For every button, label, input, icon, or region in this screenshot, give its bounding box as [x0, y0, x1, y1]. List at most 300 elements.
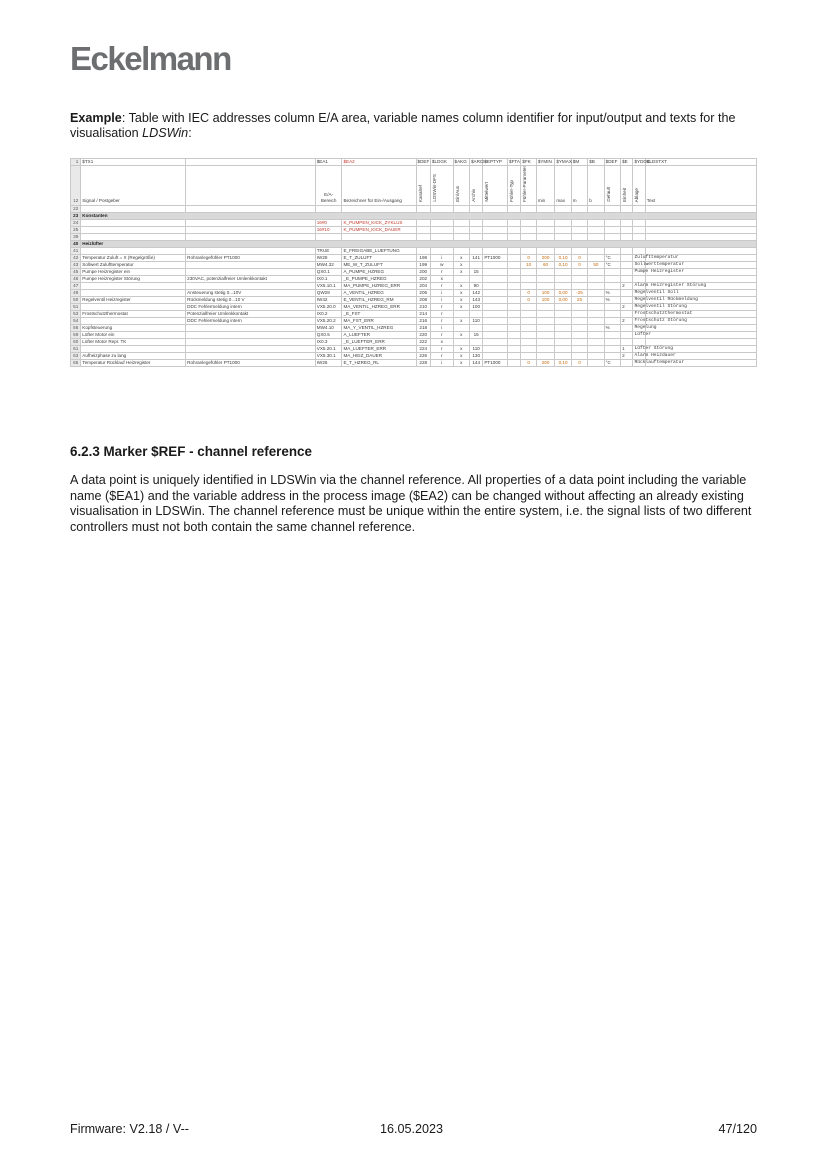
table-cell: [470, 262, 483, 269]
table-cell: Lüfter: [634, 332, 651, 337]
table-cell: _E_LUEFTER_ERR: [342, 339, 416, 346]
header-title-cell: [453, 166, 469, 206]
row-number: 54: [71, 318, 81, 325]
table-cell: 222: [416, 339, 430, 346]
header-row-markers: [71, 159, 757, 166]
row-number: 43: [71, 262, 81, 269]
table-cell: [588, 353, 604, 360]
table-cell: [416, 220, 430, 227]
header-marker-cell: $LDSTXT: [645, 159, 756, 166]
table-cell: [588, 339, 604, 346]
table-cell: [508, 332, 521, 339]
table-cell: [186, 283, 316, 290]
table-cell: [521, 332, 536, 339]
empty-cell: [633, 234, 645, 241]
table-cell: [588, 297, 604, 304]
table-cell: [588, 248, 604, 255]
table-cell: [555, 332, 571, 339]
table-cell: x: [453, 297, 469, 304]
table-cell: 50: [588, 262, 604, 269]
empty-cell: [186, 206, 316, 213]
table-cell: [555, 339, 571, 346]
empty-cell: [645, 234, 756, 241]
table-cell: [536, 353, 555, 360]
empty-cell: [186, 234, 316, 241]
section-row: [71, 213, 757, 220]
table-cell: [604, 332, 620, 339]
table-cell: [571, 227, 587, 234]
table-cell: [536, 283, 555, 290]
table-cell: °C: [604, 255, 620, 262]
table-cell: 0,10: [555, 360, 571, 367]
table-cell: [483, 290, 508, 297]
table-cell: x: [453, 304, 469, 311]
table-cell: 1: [621, 346, 633, 353]
table-cell: [604, 227, 620, 234]
table-cell: IW28: [315, 255, 342, 262]
table-cell: [571, 304, 587, 311]
table-cell: [571, 332, 587, 339]
empty-cell: [536, 234, 555, 241]
table-cell: VX5.10.1: [315, 283, 342, 290]
table-cell: 100: [536, 297, 555, 304]
table-cell: [186, 346, 316, 353]
table-cell: [186, 325, 316, 332]
table-cell: MW4.10: [315, 325, 342, 332]
table-cell: A_VENTIL_HZREG: [342, 290, 416, 297]
table-cell: [645, 339, 756, 346]
table-cell: [555, 227, 571, 234]
table-cell: [81, 283, 186, 290]
header-title-cell: [71, 166, 81, 206]
table-cell: QW28: [315, 290, 342, 297]
table-cell: [508, 325, 521, 332]
table-cell: [571, 220, 587, 227]
table-cell: [186, 339, 316, 346]
table-cell: [621, 227, 633, 234]
intro-text-2: :: [188, 126, 192, 140]
table-cell: [483, 353, 508, 360]
table-cell: [470, 220, 483, 227]
table-cell: Sollwert Zulufttemperatur: [81, 262, 186, 269]
table-cell: 15: [470, 332, 483, 339]
footer-firmware: Firmware: V2.18 / V--: [70, 1122, 189, 1136]
header-marker-cell: $FK: [521, 159, 536, 166]
table-cell: Rückmeldung stetig 0...10 V: [186, 297, 316, 304]
table-cell: [571, 346, 587, 353]
table-cell: 202: [416, 276, 430, 283]
header-title-text: Signal / Postgeber: [82, 198, 120, 203]
empty-cell: [342, 206, 416, 213]
table-cell: [521, 248, 536, 255]
table-cell: IX0.1: [315, 276, 342, 283]
table-cell: [571, 276, 587, 283]
header-title-cell: [81, 166, 186, 206]
table-cell: Ansteuerung stetig 0...10V: [186, 290, 316, 297]
table-cell: [555, 325, 571, 332]
table-cell: [571, 311, 587, 318]
table-cell: [536, 248, 555, 255]
table-cell: 200: [536, 360, 555, 367]
header-title-text: m: [572, 198, 577, 203]
table-cell: [521, 311, 536, 318]
table-cell: [470, 227, 483, 234]
table-cell: [508, 262, 521, 269]
table-cell: [483, 227, 508, 234]
table-cell: QX0.5: [315, 332, 342, 339]
table-cell: [536, 304, 555, 311]
empty-cell: [555, 206, 571, 213]
signal-table: [70, 158, 757, 367]
empty-cell: [470, 206, 483, 213]
table-cell: [588, 318, 604, 325]
table-cell: [536, 339, 555, 346]
row-number: 51: [71, 304, 81, 311]
table-cell: 100: [470, 304, 483, 311]
table-cell: [453, 248, 469, 255]
header-title-text: min: [537, 198, 546, 203]
row-number: 63: [71, 353, 81, 360]
empty-cell: [315, 206, 342, 213]
table-row: [71, 283, 757, 290]
table-cell: Regelung: [634, 325, 657, 330]
table-cell: Frostschutzthermostat: [81, 311, 186, 318]
empty-cell: [521, 234, 536, 241]
table-cell: Kopfsteuerung: [81, 325, 186, 332]
table-cell: [508, 353, 521, 360]
header-marker-cell: $EPTYP: [483, 159, 508, 166]
table-cell: [508, 297, 521, 304]
table-cell: [521, 339, 536, 346]
table-cell: [483, 325, 508, 332]
header-marker-cell: $YMIN: [536, 159, 555, 166]
table-cell: [521, 269, 536, 276]
table-cell: r: [430, 332, 453, 339]
table-cell: DDC Fehlermeldung intern: [186, 318, 316, 325]
empty-cell: [621, 234, 633, 241]
table-cell: r: [430, 304, 453, 311]
table-cell: Alarm Heizregister Störung: [634, 283, 707, 288]
table-cell: w: [430, 262, 453, 269]
table-cell: 110: [470, 318, 483, 325]
table-cell: i: [430, 360, 453, 367]
table-cell: 214: [416, 311, 430, 318]
table-cell: [430, 227, 453, 234]
empty-cell: [483, 234, 508, 241]
table-cell: [555, 220, 571, 227]
table-cell: [453, 227, 469, 234]
header-marker-cell: $E: [621, 159, 633, 166]
table-cell: MA_VENTIL_HZREG_ERR: [342, 304, 416, 311]
table-cell: r: [430, 346, 453, 353]
table-cell: Alarm Heizdauer: [634, 353, 676, 358]
empty-cell: [508, 234, 521, 241]
table-cell: x: [430, 276, 453, 283]
row-number: 60: [71, 339, 81, 346]
table-cell: [81, 227, 186, 234]
empty-cell: [571, 206, 587, 213]
table-cell: 2: [621, 318, 633, 325]
table-cell: Sollwerttemperatur: [634, 262, 685, 267]
table-cell: [604, 269, 620, 276]
row-number: 24: [71, 220, 81, 227]
table-cell: °C: [604, 360, 620, 367]
table-cell: [81, 304, 186, 311]
empty-cell: [588, 234, 604, 241]
header-title-text: Default: [605, 187, 611, 202]
row-number: 56: [71, 325, 81, 332]
header-title-cell: [633, 166, 645, 206]
table-cell: [621, 255, 633, 262]
table-cell: Potenzialfreier Umlenkkontakt: [186, 311, 316, 318]
table-cell: [621, 325, 633, 332]
header-marker-cell: $DEF: [417, 159, 430, 164]
table-cell: Temperatur Zuluft = X (Regelgröße): [81, 255, 186, 262]
table-cell: MA_LUEFTER_ERR: [342, 346, 416, 353]
table-cell: x: [453, 360, 469, 367]
table-cell: [508, 304, 521, 311]
header-marker-cell: $DEF: [604, 159, 620, 166]
table-cell: 0,10: [555, 262, 571, 269]
table-cell: 142: [470, 290, 483, 297]
table-cell: [430, 220, 453, 227]
header-marker-cell: $EA1: [315, 159, 342, 166]
table-cell: [536, 318, 555, 325]
table-cell: x: [453, 269, 469, 276]
table-cell: [508, 276, 521, 283]
table-cell: 100: [536, 290, 555, 297]
table-cell: [508, 255, 521, 262]
table-cell: [621, 360, 633, 367]
table-cell: [588, 332, 604, 339]
header-marker-cell: [186, 159, 316, 166]
table-cell: PT1000: [483, 255, 508, 262]
table-cell: [633, 220, 645, 227]
table-cell: [588, 283, 604, 290]
table-cell: 0: [521, 255, 536, 262]
table-cell: %: [604, 290, 620, 297]
table-cell: [555, 276, 571, 283]
table-cell: ME_W_T_ZULUFT: [342, 262, 416, 269]
header-title-cell: [186, 166, 316, 206]
table-cell: [571, 318, 587, 325]
table-cell: 230VAC, potenzialfreier Umlenkkontakt: [186, 276, 316, 283]
empty-cell: [645, 206, 756, 213]
table-row: [71, 304, 757, 311]
table-cell: x: [453, 262, 469, 269]
table-cell: 15: [470, 269, 483, 276]
table-cell: [604, 339, 620, 346]
table-cell: Regelventil Soll: [634, 290, 679, 295]
table-cell: [483, 262, 508, 269]
empty-cell: [81, 234, 186, 241]
table-cell: [483, 332, 508, 339]
empty-cell: [416, 234, 430, 241]
table-cell: [483, 248, 508, 255]
empty-cell: [536, 206, 555, 213]
table-cell: Zulufttemperatur: [634, 255, 679, 260]
table-cell: [81, 290, 186, 297]
table-cell: [588, 220, 604, 227]
table-cell: [521, 346, 536, 353]
intro-bold: Example: [70, 111, 122, 125]
row-number: 50: [71, 297, 81, 304]
table-cell: [555, 318, 571, 325]
empty-cell: [453, 234, 469, 241]
table-cell: K_PUMPEN_KICK_ZYKLUS: [342, 220, 416, 227]
header-title-text: LDSWin-DFS: [431, 174, 437, 202]
table-cell: 204: [416, 283, 430, 290]
table-row: [71, 262, 757, 269]
table-cell: [633, 276, 645, 283]
table-row: [71, 248, 757, 255]
row-number: 53: [71, 311, 81, 318]
table-cell: [81, 346, 186, 353]
header-title-text: b: [589, 198, 592, 203]
table-cell: [508, 269, 521, 276]
table-cell: [555, 269, 571, 276]
table-cell: Regelventil Rückmeldung: [634, 297, 698, 302]
table-cell: [555, 304, 571, 311]
table-cell: [453, 325, 469, 332]
row-number: 40: [71, 241, 81, 248]
table-cell: [604, 311, 620, 318]
table-cell: [536, 269, 555, 276]
table-cell: [536, 325, 555, 332]
table-cell: [521, 304, 536, 311]
header-title-cell: [645, 166, 756, 206]
table-cell: [186, 332, 316, 339]
table-cell: MA_PUMPE_HZREG_ERR: [342, 283, 416, 290]
table-cell: [536, 332, 555, 339]
table-cell: 90: [470, 283, 483, 290]
header-marker-cell: $YMAX: [556, 159, 572, 164]
table-cell: [555, 248, 571, 255]
footer-date: 16.05.2023: [380, 1122, 444, 1136]
table-cell: [508, 220, 521, 227]
table-cell: 141: [470, 255, 483, 262]
table-cell: Regelventil Heizregister: [81, 297, 186, 304]
table-cell: [453, 311, 469, 318]
table-cell: [571, 283, 587, 290]
table-cell: [621, 220, 633, 227]
row-number: 23: [71, 213, 81, 220]
table-cell: [536, 227, 555, 234]
table-cell: 25: [571, 297, 587, 304]
header-marker-cell: $TX1: [81, 159, 186, 166]
table-cell: Frostschutz Störung: [634, 318, 687, 323]
table-row: [71, 297, 757, 304]
table-cell: [483, 304, 508, 311]
table-cell: [604, 220, 620, 227]
table-cell: IW26: [315, 360, 342, 367]
table-cell: Aufheizphase zu lang: [81, 353, 186, 360]
table-cell: [571, 353, 587, 360]
table-cell: [186, 353, 316, 360]
table-cell: [604, 304, 620, 311]
empty-cell: [81, 206, 186, 213]
table-row: [71, 339, 757, 346]
table-cell: Lüfter Motor Repr. TK: [81, 339, 186, 346]
table-cell: _E_PUMPE_HZREG: [342, 276, 416, 283]
table-cell: [621, 339, 633, 346]
table-cell: [604, 346, 620, 353]
table-cell: Rohranlegefühler PT1000: [186, 360, 316, 367]
table-cell: [483, 269, 508, 276]
header-title-text: Archiv: [471, 189, 476, 202]
table-cell: TRUE: [315, 248, 342, 255]
table-cell: [633, 227, 645, 234]
table-cell: Regelventil Störung: [634, 304, 687, 309]
table-cell: [645, 325, 756, 332]
table-cell: 206: [416, 290, 430, 297]
header-row-titles: [71, 166, 757, 206]
brand-logo: Eckelmann: [70, 40, 231, 77]
table-cell: %: [604, 297, 620, 304]
section-label: Konstanten: [81, 213, 757, 220]
table-cell: i: [430, 325, 453, 332]
table-cell: r: [430, 269, 453, 276]
header-title-text: Mittelwert: [484, 182, 490, 202]
empty-cell: [521, 206, 536, 213]
header-title-text: E/A-Bereich: [320, 192, 337, 203]
table-cell: 144: [470, 360, 483, 367]
row-number: 42: [71, 255, 81, 262]
table-cell: 110: [470, 346, 483, 353]
header-title-text: Ablage: [634, 187, 640, 202]
table-row: [71, 346, 757, 353]
row-number: 47: [71, 283, 81, 290]
header-title-text: Fühler-Parameter: [522, 166, 528, 202]
header-title-text: Kanalref: [417, 184, 423, 202]
header-title-text: Einheit: [622, 187, 628, 202]
empty-cell: [508, 206, 521, 213]
row-number: 59: [71, 332, 81, 339]
header-marker-cell: $B: [588, 159, 604, 166]
table-cell: [571, 325, 587, 332]
table-cell: 208: [416, 297, 430, 304]
table-cell: [521, 220, 536, 227]
section-body: A data point is uniquely identified in LDSWin via the channel reference. All properties of a data point including the variable name ($EA1) and the variable address in the process image ($EA2) can be changed without affecting an already existing visualisation in LDSWin. The channel reference must be unique within the entire system, i.e. the signal lists of two different controllers must not both contain the same channel reference.: [70, 473, 752, 534]
table-cell: r: [430, 311, 453, 318]
header-title-cell: [315, 166, 342, 206]
table-cell: [508, 311, 521, 318]
table-cell: A_PUMPE_HZREG: [342, 269, 416, 276]
table-cell: [521, 318, 536, 325]
table-cell: [81, 248, 186, 255]
table-cell: 198: [416, 255, 430, 262]
table-cell: 200: [416, 269, 430, 276]
header-title-text: Fühler-Typ: [509, 180, 515, 202]
empty-cell: [416, 206, 430, 213]
empty-cell: [604, 206, 620, 213]
empty-cell: [588, 206, 604, 213]
table-cell: E_T_ZULUFT: [342, 255, 416, 262]
table-cell: [621, 332, 633, 339]
table-cell: [645, 227, 756, 234]
table-row: [71, 332, 757, 339]
table-cell: 16#0: [315, 220, 342, 227]
header-title-text: Ein/Aus: [454, 186, 460, 202]
table-cell: [536, 276, 555, 283]
table-cell: 0: [571, 262, 587, 269]
table-cell: [483, 311, 508, 318]
table-cell: 0: [521, 290, 536, 297]
table-cell: VX5.30.1: [315, 353, 342, 360]
table-cell: [508, 248, 521, 255]
table-cell: [621, 311, 633, 318]
table-cell: [430, 248, 453, 255]
